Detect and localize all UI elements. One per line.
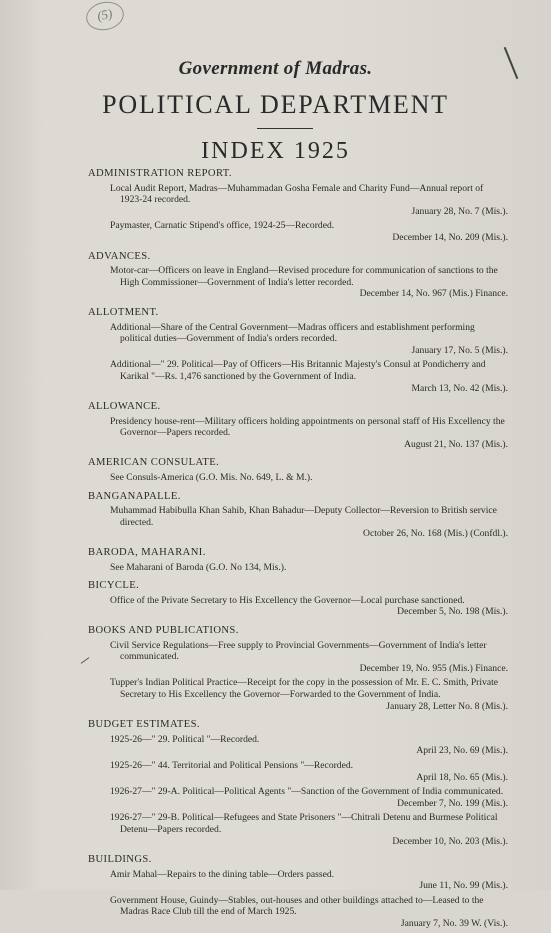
entry-reference: January 7, No. 39 W. (Vis.).: [400, 918, 508, 930]
department-title: POLITICAL DEPARTMENT: [102, 90, 449, 119]
index-entry: [110, 416, 508, 451]
section-heading: AMERICAN CONSULATE.: [88, 457, 220, 469]
index-entry: [110, 734, 508, 757]
entry-reference: January 17, No. 5 (Mis.).: [411, 344, 508, 356]
title-rule: [257, 128, 313, 129]
entry-text: Motor-car—Officers on leave in England—Revised procedure for communication of sanctions to the High Commissioner—Government of India's letter recorded.: [110, 265, 498, 288]
index-entry: [110, 677, 508, 712]
index-entry: [110, 640, 508, 675]
entry-text: Local Audit Report, Madras—Muhammadan Gosha Female and Charity Fund—Annual report of 1923-24 recorded.: [110, 182, 484, 206]
index-entry: [110, 472, 508, 484]
entry-text: Muhammad Habibulla Khan Sahib, Khan Bahadur—Deputy Collector—Reversion to British service directed.: [110, 505, 497, 528]
entry-text: 1926-27—" 29-A. Political—Political Agents "—Sanction of the Government of India communicated.: [110, 786, 504, 798]
entry-text: Presidency house-rent—Military officers holding appointments on personal staff of His Excellency the Governor—Papers recorded.: [110, 415, 505, 439]
section-heading: BUDGET ESTIMATES.: [88, 719, 200, 731]
section-heading: ALLOTMENT.: [88, 306, 159, 318]
index-title: INDEX 1925: [201, 138, 350, 164]
entry-text: Additional—" 29. Political—Pay of Officers—His Britannic Majesty's Consul at Pondicherry and Karikal "—Rs. 1,476 sanctioned by the Government of India.: [110, 359, 486, 382]
entry-text: Government House, Guindy—Stables, out-houses and other buildings attached to—Leased to the Madras Race Club till the end of March 1925.: [110, 894, 484, 918]
entry-reference: April 23, No. 69 (Mis.).: [416, 745, 508, 757]
entry-text: Additional—Share of the Central Government—Madras officers and establishment performing political duties—Government of India's orders recorded.: [110, 321, 475, 345]
entry-reference: December 7, No. 199 (Mis.).: [397, 797, 508, 809]
entry-text: 1925-26—" 44. Territorial and Political Pensions "—Recorded.: [110, 759, 354, 771]
index-entry: [110, 869, 508, 892]
index-entry: [110, 359, 508, 394]
index-entry: [110, 760, 508, 783]
entry-text: Office of the Private Secretary to His Excellency the Governor—Local purchase sanctioned.: [110, 594, 465, 606]
entry-reference: April 18, No. 65 (Mis.).: [416, 771, 508, 783]
entry-reference: December 10, No. 203 (Mis.).: [392, 835, 508, 847]
entry-reference: January 28, No. 7 (Mis.).: [411, 205, 508, 217]
entry-text: 1925-26—" 29. Political "—Recorded.: [110, 733, 260, 745]
entry-reference: March 13, No. 42 (Mis.).: [411, 382, 508, 394]
entry-text: Tupper's Indian Political Practice—Receipt for the copy in the possession of Mr. E. C. Smith, Private Secretary to His Excellency the Governor—Forwarded to the Government of India.: [110, 677, 499, 700]
entry-reference: December 5, No. 198 (Mis.).: [397, 606, 508, 618]
index-entry: [110, 505, 508, 540]
entry-text: See Maharani of Baroda (G.O. No 134, Mis.).: [110, 561, 287, 573]
entry-reference: August 21, No. 137 (Mis.).: [404, 438, 508, 450]
section-heading: ADVANCES.: [88, 250, 151, 262]
index-entry: [110, 895, 508, 930]
entry-reference: June 11, No. 99 (Mis.).: [419, 880, 508, 892]
section-heading: BOOKS AND PUBLICATIONS.: [88, 625, 239, 636]
index-content: [88, 168, 508, 933]
entry-reference: December 14, No. 209 (Mis.).: [392, 231, 508, 243]
index-entry: [110, 812, 508, 847]
index-entry: [110, 595, 508, 618]
index-entry: [110, 562, 508, 574]
section-heading: ADMINISTRATION REPORT.: [88, 168, 232, 179]
index-entry: [110, 265, 508, 300]
entry-text: 1926-27—" 29-B. Political—Refugees and State Prisoners "—Chitrali Detenu and Burmese Political Detenu—Papers recorded.: [110, 812, 498, 835]
section-heading: BUILDINGS.: [88, 854, 152, 866]
entry-text: Paymaster, Carnatic Stipend's office, 1924-25—Recorded.: [110, 220, 335, 232]
entry-text: Amir Mahal—Repairs to the dining table—Orders passed.: [110, 868, 335, 880]
entry-reference: December 14, No. 967 (Mis.) Finance.: [359, 288, 508, 300]
section-heading: BARODA, MAHARANI.: [88, 547, 206, 559]
entry-text: Civil Service Regulations—Free supply to Provincial Governments—Government of India's letter communicated.: [110, 639, 487, 663]
section-heading: BANGANAPALLE.: [88, 490, 181, 502]
page-number-stamp: (5): [84, 0, 127, 34]
index-entry: [110, 322, 508, 357]
entry-reference: December 19, No. 955 (Mis.) Finance.: [359, 662, 508, 674]
entry-text: See Consuls-America (G.O. Mis. No. 649, L. & M.).: [110, 472, 313, 484]
government-heading: Government of Madras.: [178, 58, 373, 79]
section-heading: ALLOWANCE.: [88, 401, 161, 413]
index-entry: [110, 183, 508, 218]
section-heading: BICYCLE.: [88, 580, 140, 592]
entry-reference: October 26, No. 168 (Mis.) (Confdl.).: [363, 528, 508, 540]
entry-reference: January 28, Letter No. 8 (Mis.).: [386, 700, 508, 712]
index-entry: [110, 786, 508, 809]
index-entry: [110, 220, 508, 243]
